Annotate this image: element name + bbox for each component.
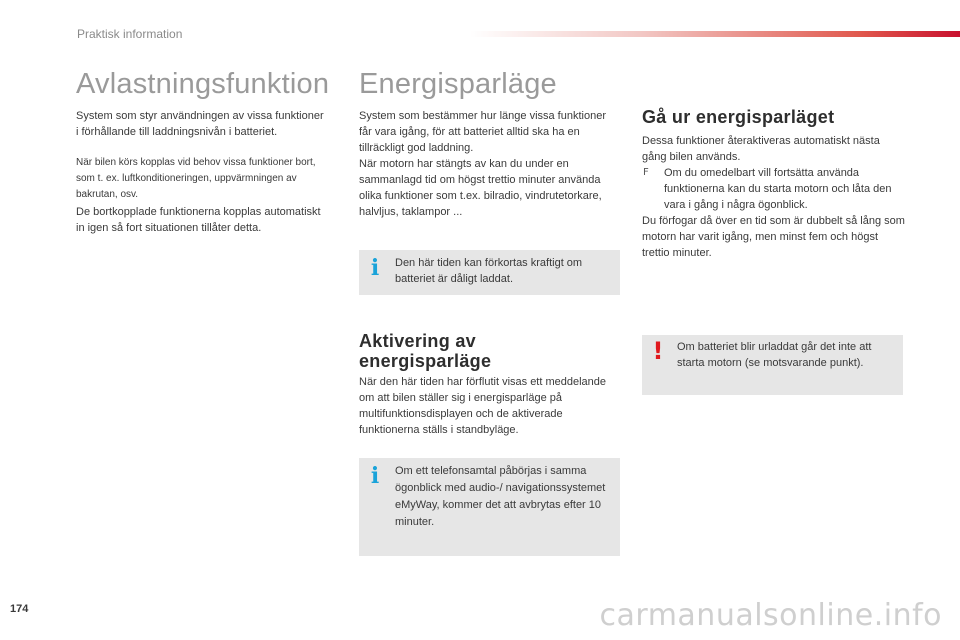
info-icon: i	[370, 463, 380, 489]
left-outro-text: De bortkopplade funktionerna kopplas automatiskt in igen så fort situationen tillåter detta.	[76, 206, 321, 234]
middle-detail-text: När motorn har stängts av kan du under en sammanlagd tid om högst trettio minuter använda olika funktioner som t.ex. bilradio, vindrutetorkare, halvljus, taklampor ...	[359, 158, 602, 218]
info-note-box-2	[359, 458, 620, 556]
section-title: Praktisk information	[77, 27, 183, 41]
left-intro-text: System som styr användningen av vissa funktioner i förhållande till laddningsnivån i batteriet.	[76, 110, 324, 138]
activation-text: När den här tiden har förflutit visas ett meddelande om att bilen ställer sig i energisparläge på multifunktionsdisplayen och de aktiverade funktionerna ställs i standbyläge.	[359, 376, 607, 436]
right-bullet-text: Om du omedelbart vill fortsätta använda funktionerna kan du starta motorn och låta den vara i gång i några ögonblick.	[664, 167, 892, 211]
warning-note-box	[642, 335, 903, 395]
warning-note-text: Om batteriet blir urladdat går det inte att starta motorn (se motsvarande punkt).	[677, 341, 872, 369]
info-note-2-text: Om ett telefonsamtal påbörjas i samma ögonblick med audio-/ navigationssystemet eMyWay, kommer det att avbrytas efter 10 minuter.	[395, 465, 606, 528]
heading-aktivering-line-2: energisparläge	[359, 351, 492, 371]
bullet-icon: F	[643, 167, 649, 178]
right-outro-text: Du förfogar då över en tid som är dubbelt så lång som motorn har varit igång, men minst fem och högst trettio minuter.	[642, 215, 905, 259]
heading-energisparlage: Energisparläge	[359, 68, 557, 100]
page-number: 174	[10, 603, 29, 615]
right-intro-text: Dessa funktioner återaktiveras automatiskt nästa gång bilen används.	[642, 135, 880, 163]
info-note-box-1	[359, 250, 620, 295]
middle-intro-text: System som bestämmer hur länge vissa funktioner får vara igång, för att batteriet alltid ska ha en tillräckligt god laddning.	[359, 110, 606, 154]
info-note-1-text: Den här tiden kan förkortas kraftigt om batteriet är dåligt laddat.	[395, 257, 583, 285]
info-icon: i	[370, 255, 380, 281]
heading-aktivering-line-1: Aktivering av	[359, 331, 476, 351]
header-accent-bar	[470, 31, 960, 37]
heading-avlastningsfunktion: Avlastningsfunktion	[76, 68, 330, 100]
heading-ga-ur-energisparlaget: Gå ur energisparläget	[642, 107, 835, 127]
watermark: carmanualsonline.info	[599, 598, 942, 633]
left-detail-text: När bilen körs kopplas vid behov vissa funktioner bort, som t. ex. luftkonditioneringen, uppvärmningen av bakrutan, osv.	[76, 157, 316, 200]
warning-icon: !	[652, 337, 664, 365]
